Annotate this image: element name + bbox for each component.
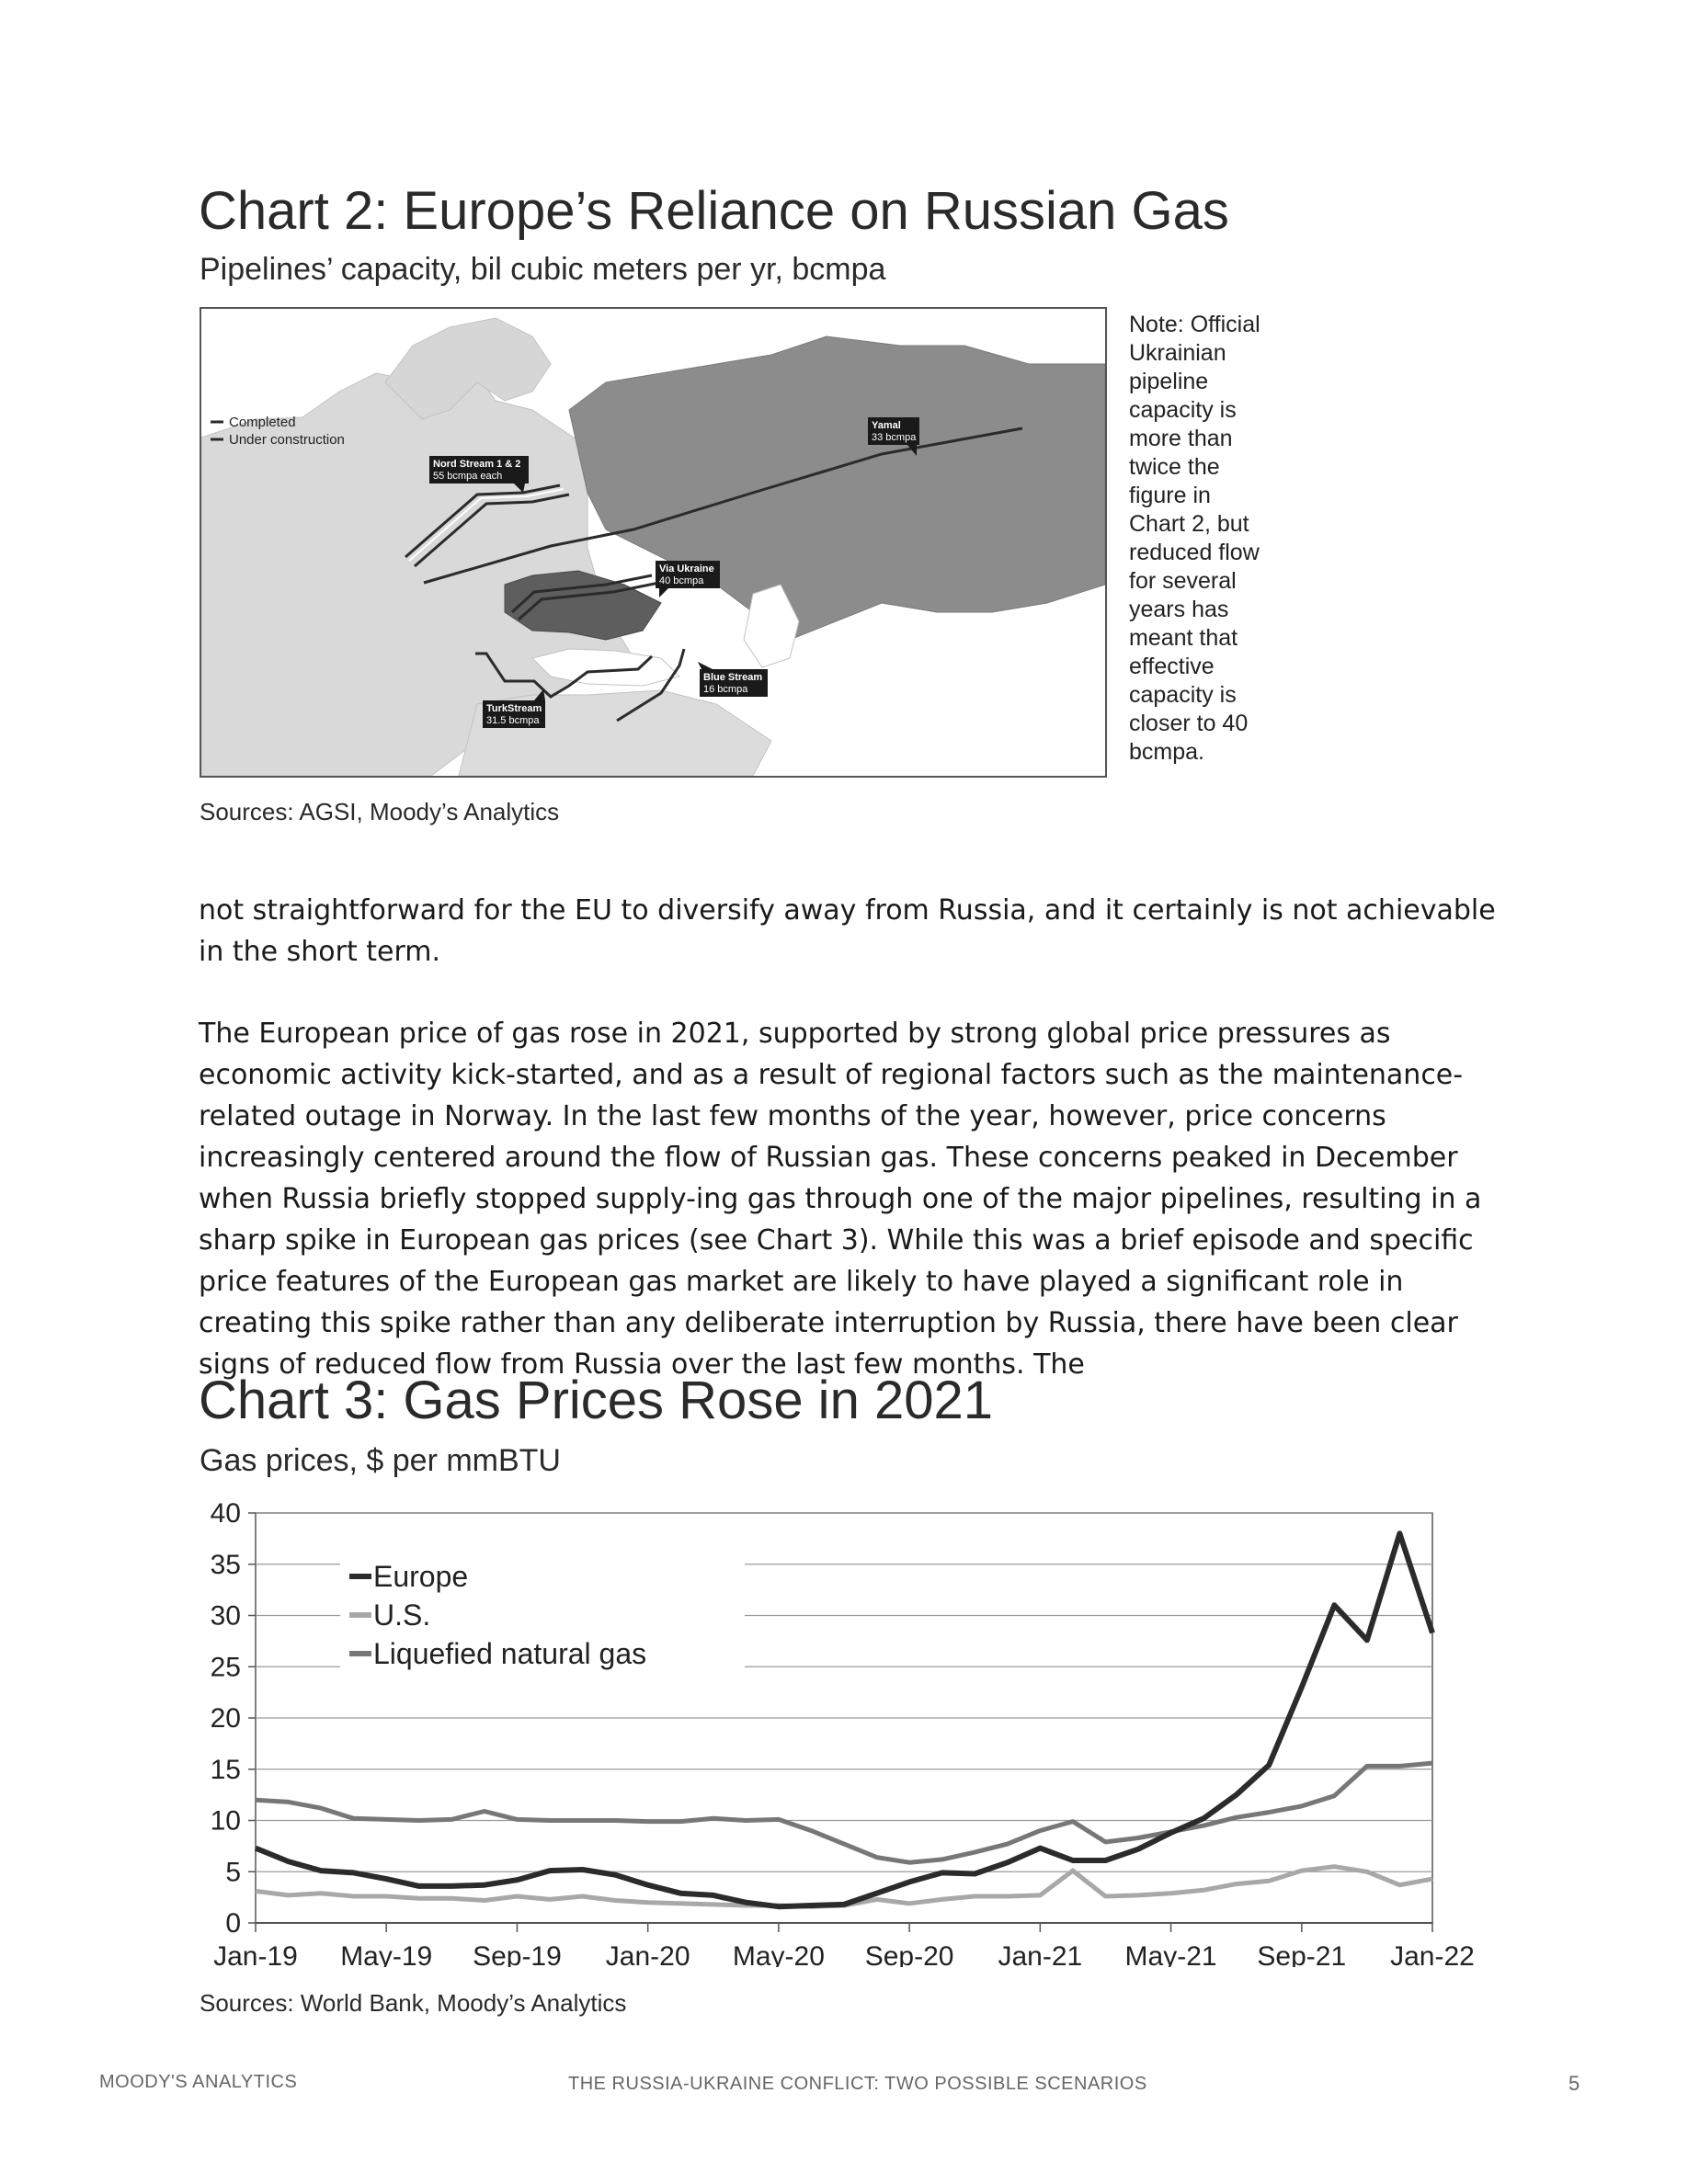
legend-label: U.S. [373, 1598, 431, 1632]
footer-left: MOODY'S ANALYTICS [99, 2072, 298, 2092]
page-number: 5 [1568, 2072, 1580, 2095]
x-tick-label: Jan-22 [1390, 1941, 1475, 1967]
legend-label: Liquefied natural gas [373, 1637, 647, 1670]
svg-text:55 bcmpa each: 55 bcmpa each [433, 471, 503, 482]
gas-price-chart-svg [184, 1489, 1489, 1967]
y-tick-label: 20 [210, 1703, 241, 1734]
svg-text:TurkStream: TurkStream [486, 703, 542, 714]
legend-label: Europe [373, 1560, 469, 1593]
body-text [199, 890, 1504, 1385]
x-tick-label: Jan-21 [998, 1941, 1083, 1967]
x-tick-label: Jan-20 [605, 1941, 690, 1967]
body-paragraph-2: The European price of gas rose in 2021, supported by strong global price pressures as economic activity kick-started, and as a result of regional factors such as the maintenance-related outage in Norway. In the last few months of the year, however, price concerns increasingly centered around the flow of Russian gas. These concerns peaked in December when Russia briefly stopped supply-ing gas through one of the major pipelines, resulting in a sharp spike in European gas prices (see Chart 3). While this was a brief episode and specific price features of the European gas market are likely to have played a significant role in creating this spike rather than any deliberate interruption by Russia, there have been clear signs of reduced flow from Russia over the last few months. The [199, 1018, 1482, 1381]
svg-text:Blue Stream: Blue Stream [703, 672, 763, 683]
y-tick-label: 40 [210, 1498, 241, 1529]
svg-text:33 bcmpa: 33 bcmpa [872, 432, 917, 443]
chart2-source: Sources: AGSI, Moody’s Analytics [200, 798, 560, 825]
pipeline-map [200, 307, 1107, 778]
x-tick-label: May-19 [340, 1941, 433, 1967]
y-tick-label: 5 [225, 1857, 241, 1888]
y-tick-label: 30 [210, 1600, 241, 1632]
x-tick-label: Jan-19 [213, 1941, 298, 1967]
y-tick-label: 10 [210, 1805, 241, 1837]
x-tick-label: May-21 [1124, 1941, 1217, 1967]
y-tick-label: 25 [210, 1652, 241, 1683]
y-tick-label: 15 [210, 1754, 241, 1785]
map-legend-under-construction: Under construction [229, 432, 345, 448]
chart2-note: Note: Official Ukrainian pipeline capacity is more than twice the figure in Chart 2, but reduced flow for several years has meant that effective capacity is closer to 40 bcmpa. [1129, 312, 1260, 765]
x-tick-label: Sep-21 [1257, 1941, 1347, 1967]
chart3-subtitle: Gas prices, $ per mmBTU [200, 1443, 561, 1478]
svg-text:Nord Stream 1 & 2: Nord Stream 1 & 2 [433, 459, 521, 470]
chart3-source: Sources: World Bank, Moody’s Analytics [200, 1989, 627, 2017]
pipeline-map-drawing [201, 309, 1105, 776]
x-tick-label: Sep-19 [473, 1941, 562, 1967]
gas-price-chart [184, 1489, 1489, 1967]
x-tick-label: May-20 [732, 1941, 825, 1967]
map-legend-completed: Completed [229, 415, 296, 430]
svg-text:16 bcmpa: 16 bcmpa [703, 684, 748, 695]
svg-text:Yamal: Yamal [872, 420, 901, 431]
y-tick-label: 35 [210, 1549, 241, 1580]
body-paragraph-1: not straightforward for the EU to diversify away from Russia, and it certainly is not achievable in the short term. [199, 894, 1496, 968]
x-tick-label: Sep-20 [864, 1941, 954, 1967]
svg-text:Via Ukraine: Via Ukraine [659, 563, 714, 574]
footer-center: THE RUSSIA-UKRAINE CONFLICT: TWO POSSIBLE SCENARIOS [568, 2074, 1147, 2094]
chart2-title: Chart 2: Europe’s Reliance on Russian Gas [199, 181, 1229, 241]
svg-text:40 bcmpa: 40 bcmpa [659, 575, 704, 586]
y-tick-label: 0 [225, 1908, 241, 1939]
svg-text:31.5 bcmpa: 31.5 bcmpa [486, 715, 540, 726]
chart3-title: Chart 3: Gas Prices Rose in 2021 [199, 1371, 993, 1430]
chart2-subtitle: Pipelines’ capacity, bil cubic meters per yr, bcmpa [200, 252, 886, 287]
